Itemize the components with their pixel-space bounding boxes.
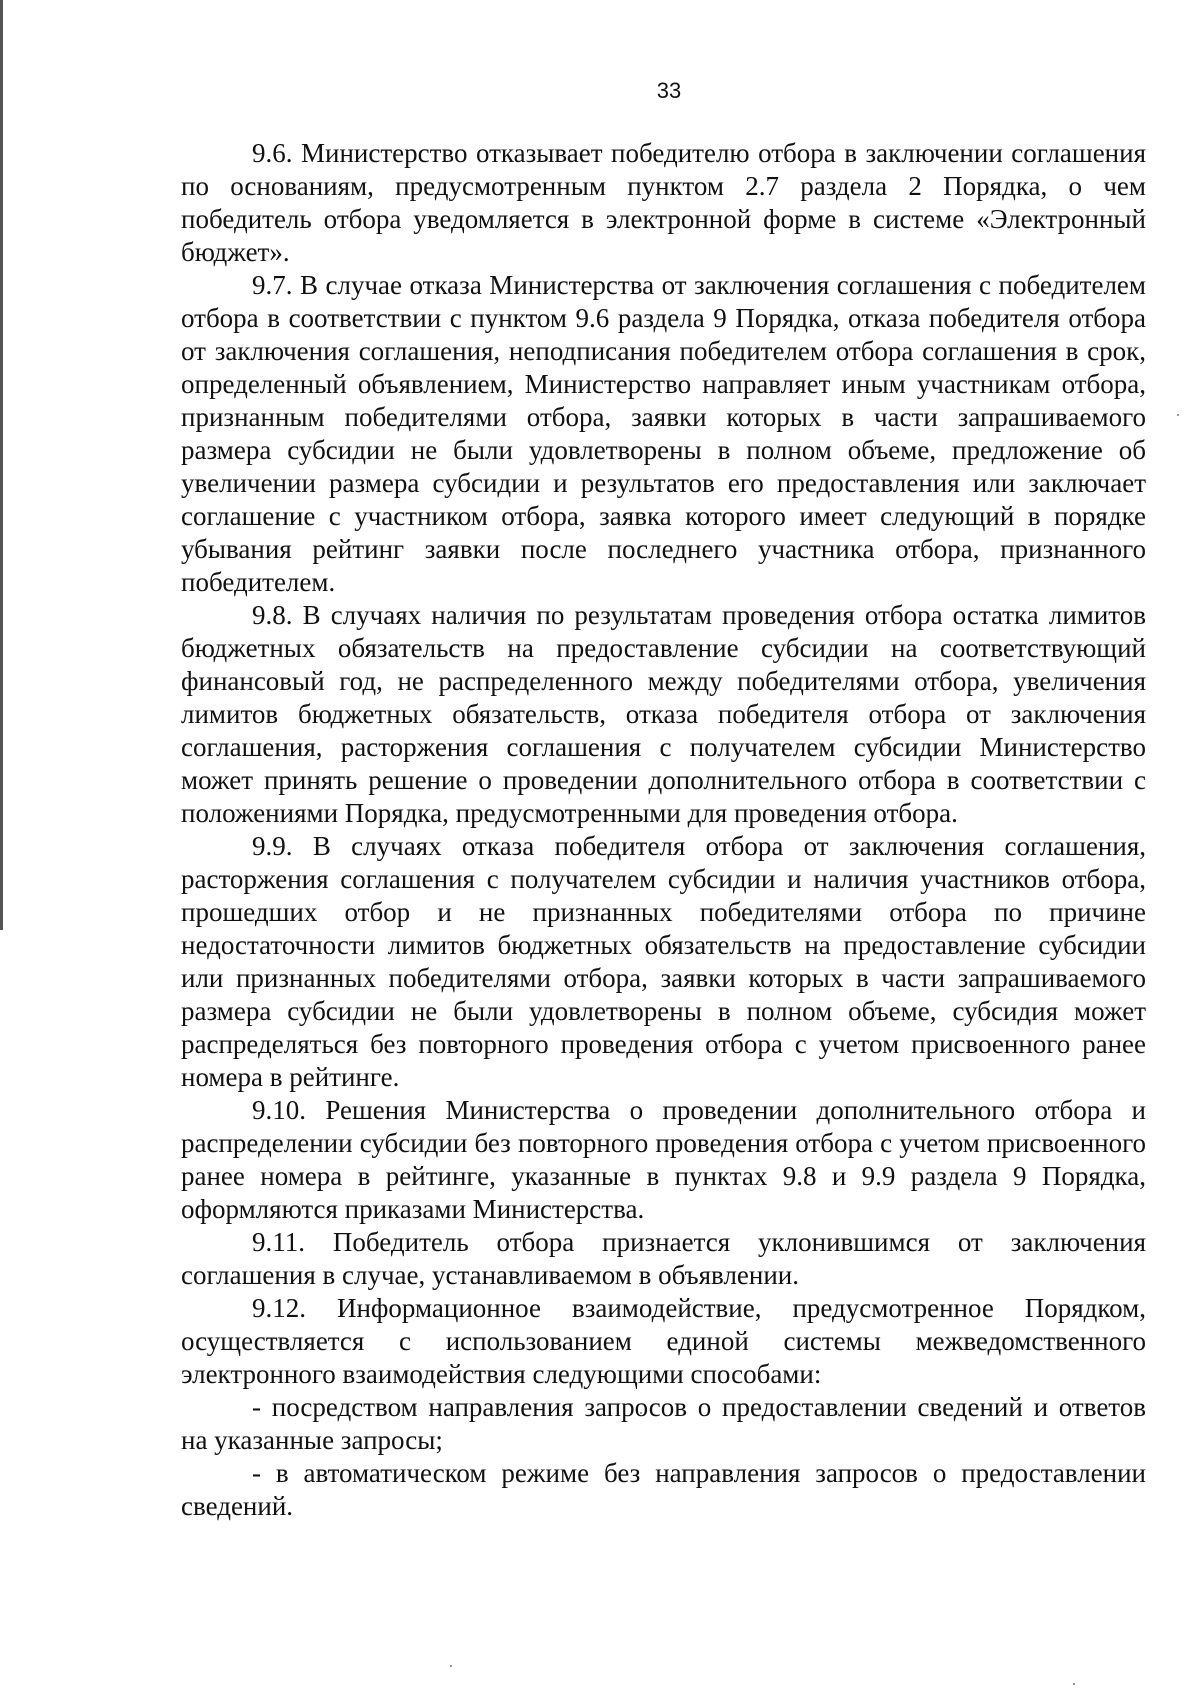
- paragraph-9-11: 9.11. Победитель отбора признается уклонившимся от заключения соглашения в случае, устанавливаемом в объявлении.: [181, 1227, 1146, 1290]
- paragraph-9-10: 9.10. Решения Министерства о проведении дополнительного отбора и распределении субсидии без повторного проведения отбора с учетом присвоенного ранее номера в рейтинге, указанные в пунктах 9.8 и 9.9 раздела 9 Порядка, оформляются приказами Министерства.: [181, 1095, 1146, 1224]
- paragraph-9-8: 9.8. В случаях наличия по результатам проведения отбора остатка лимитов бюджетных обязательств на предоставление субсидии на соответствующий финансовый год, не распределенного между победителями отбора, увеличения лимитов бюджетных обязательств, отказа победителя отбора от заключения соглашения, расторжения соглашения с получателем субсидии Министерство может принять решение о проведении дополнительного отбора в соответствии с положениями Порядка, предусмотренными для проведения отбора.: [181, 600, 1146, 828]
- scan-speck: [450, 1665, 452, 1667]
- paragraph-9-7: 9.7. В случае отказа Министерства от заключения соглашения с победителем отбора в соответствии с пунктом 9.6 раздела 9 Порядка, отказа победителя отбора от заключения соглашения, неподписания победителем отбора соглашения в срок, определенный объявлением, Министерство направляет иным участникам отбора, признанным победителями отбора, заявки которых в части запрашиваемого размера субсидии не были удовлетворены в полном объеме, предложение об увеличении размера субсидии и результатов его предоставления или заключает соглашение с участником отбора, заявка которого имеет следующий в порядке убывания рейтинг заявки после последнего участника отбора, признанного победителем.: [181, 270, 1146, 597]
- list-item-automatic: - в автоматическом режиме без направления запросов о предоставлении сведений.: [181, 1458, 1146, 1521]
- paragraph-9-6: 9.6. Министерство отказывает победителю отбора в заключении соглашения по основаниям, предусмотренным пунктом 2.7 раздела 2 Порядка, о чем победитель отбора уведомляется в электронной форме в системе «Электронный бюджет».: [181, 138, 1146, 267]
- list-item-requests: - посредством направления запросов о предоставлении сведений и ответов на указанные запросы;: [181, 1392, 1146, 1455]
- page-number: 33: [656, 78, 682, 103]
- document-body: [181, 137, 1146, 1523]
- paragraph-9-12: 9.12. Информационное взаимодействие, предусмотренное Порядком, осуществляется с использованием единой системы межведомственного электронного взаимодействия следующими способами:: [181, 1293, 1146, 1389]
- scan-speck: [1177, 414, 1179, 416]
- paragraph-9-9: 9.9. В случаях отказа победителя отбора от заключения соглашения, расторжения соглашения с получателем субсидии и наличия участников отбора, прошедших отбор и не признанных победителями отбора по причине недостаточности лимитов бюджетных обязательств на предоставление субсидии или признанных победителями отбора, заявки которых в части запрашиваемого размера субсидии не были удовлетворены в полном объеме, субсидия может распределяться без повторного проведения отбора с учетом присвоенного ранее номера в рейтинге.: [181, 831, 1146, 1092]
- scan-speck: [1073, 1683, 1075, 1685]
- scan-left-edge: [0, 0, 3, 930]
